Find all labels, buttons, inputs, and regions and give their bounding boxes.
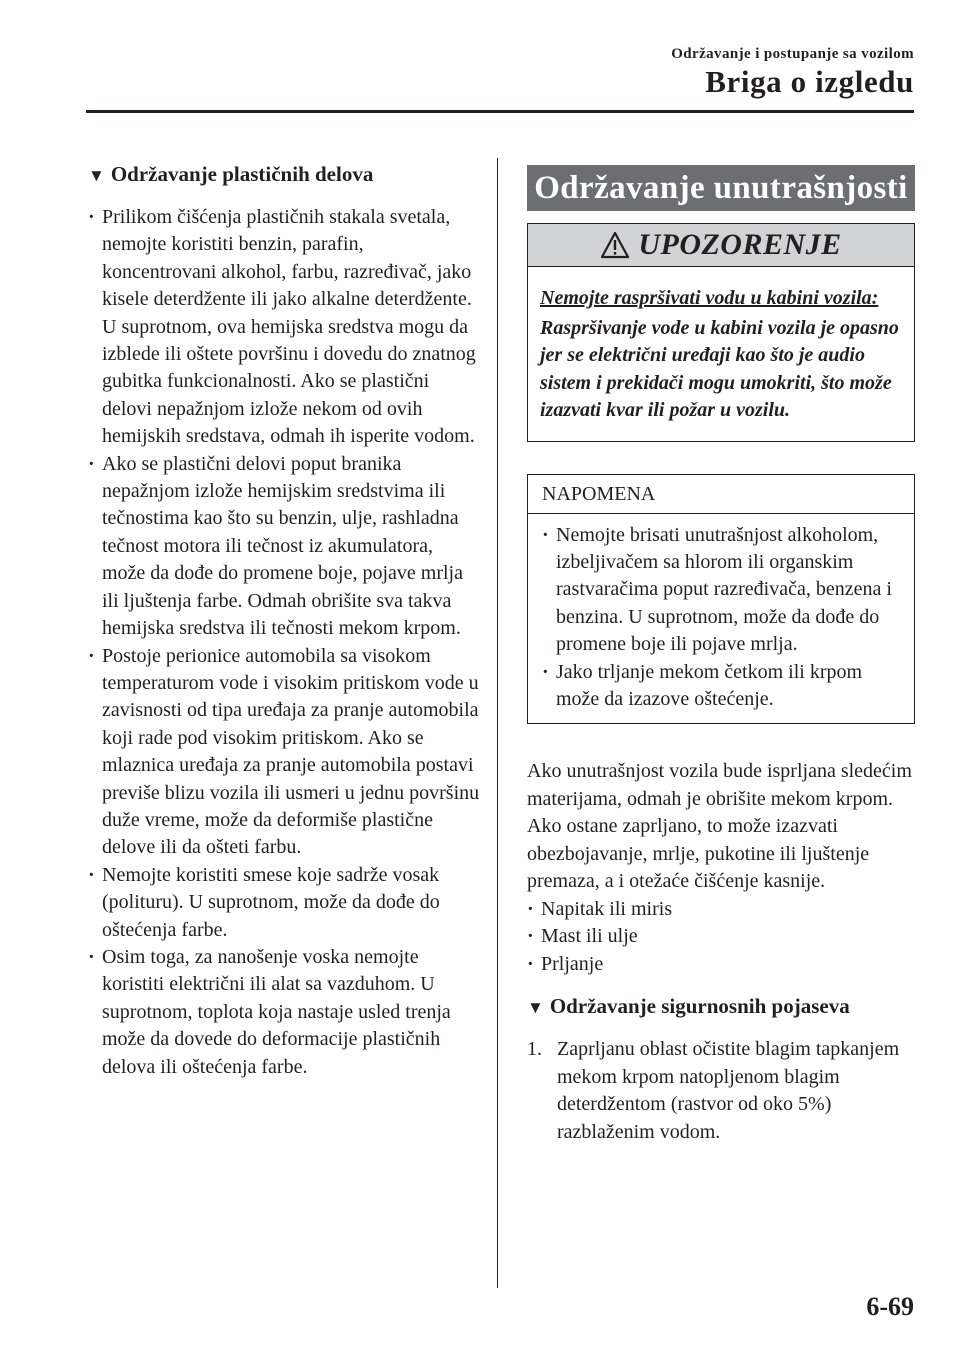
- list-item: · Prilikom čišćenja plastičnih stakala svetala, nemojte koristiti benzin, parafin, koncentrovani alkohol, farbu, razređivač, jako kisele deterdžente ili jako alkalne deterdžente. U suprotnom, ova hemijska sredstva mogu da izblede ili oštete površinu i dovedu do znatnog gubitka funkcionalnosti. Ako se plastični delovi nepažnjom izlože nekom od ovih hemijskih sredstava, odmah ih isperite vodom.: [88, 204, 480, 451]
- list-item: · Osim toga, za nanošenje voska nemojte koristiti električni ili alat sa vazduhom. U suprotnom, toplota koja nastaje usled trenja može da dovede do deformacije plastičnih delova ili oštećenja farbe.: [88, 944, 480, 1081]
- column-divider: [497, 158, 498, 1288]
- right-column: [527, 165, 915, 1146]
- step-item: [527, 1036, 915, 1146]
- plastic-parts-list: [88, 204, 480, 1081]
- section-title-bar: Održavanje unutrašnjosti: [527, 165, 915, 211]
- step-number: 1.: [527, 1038, 542, 1061]
- warning-box: [527, 223, 915, 442]
- list-item: · Postoje perionice automobila sa visokom temperaturom vode i visokim pritiskom vode u zavisnosti od tipa uređaja za pranje automobila koji rade pod visokim pritiskom. Ako se mlaznica uređaja za pranje automobila postavi previše blizu vozila ili usmeri u jednu površinu duže vreme, može da deformiše plastične delove ili da ošteti farbu.: [88, 643, 480, 862]
- page-number: 6-69: [866, 1292, 914, 1321]
- list-item: · Napitak ili miris: [527, 896, 915, 923]
- interior-paragraph-1: Ako unutrašnjost vozila bude isprljana sledećim materijama, odmah je obrišite mekom krpom.: [527, 760, 912, 810]
- interior-paragraph-2: Ako ostane zaprljano, to može izazvati obezbojavanje, mrlje, pukotine ili ljuštenje premaza, a i otežaće čišćenje kasnije.: [527, 815, 870, 893]
- header-rule: [86, 110, 914, 113]
- warning-header: [528, 224, 914, 267]
- list-item: · Ako se plastični delovi poput branika nepažnjom izlože hemijskim sredstvima ili tečnostima kao što su benzin, ulje, rashladna tečnost motora ili tečnost iz akumulatora, može da dođe do promene boje, pojave mrlja ili ljuštenja farbe. Odmah obrišite sva takva hemijska sredstva ili tečnosti mekom krpom.: [88, 451, 480, 643]
- list-item: · Jako trljanje mekom četkom ili krpom može da izazove oštećenje.: [542, 659, 902, 714]
- warning-subtitle: Nemojte raspršivati vodu u kabini vozila:: [540, 287, 879, 309]
- seatbelt-heading: ▼ Održavanje sigurnosnih pojaseva: [527, 994, 850, 1019]
- warning-title: UPOZORENJE: [638, 228, 842, 261]
- list-item: · Prljanje: [527, 951, 915, 978]
- page-title: Briga o izgledu: [705, 64, 914, 99]
- triangle-down-icon: ▼: [88, 166, 105, 185]
- warning-text: Raspršivanje vode u kabini vozila je opasno jer se električni uređaji kao što je audio sistem i prekidači mogu umokriti, što može izazvati kvar ili požar u vozilu.: [540, 316, 899, 421]
- list-item: · Nemojte brisati unutrašnjost alkoholom, izbeljivačem sa hlorom ili organskim rastvaračima poput razređivača, benzena i benzina. U suprotnom, može da dođe do promene boje ili pojave mrlja.: [542, 522, 902, 659]
- left-column: [88, 160, 480, 1081]
- warning-triangle-icon: [600, 231, 630, 259]
- note-title: NAPOMENA: [528, 475, 914, 514]
- triangle-down-icon: ▼: [527, 998, 544, 1018]
- step-text: Zaprljanu oblast očistite blagim tapkanjem mekom krpom natopljenom blagim deterdžentom (rastvor od oko 5%) razblaženim vodom.: [557, 1038, 900, 1143]
- list-item: · Nemojte koristiti smese koje sadrže vosak (polituru). U suprotnom, može da dođe do oštećenja farbe.: [88, 862, 480, 944]
- chapter-subtitle: Održavanje i postupanje sa vozilom: [671, 46, 914, 62]
- note-body: [528, 514, 914, 724]
- note-box: [527, 474, 915, 725]
- list-item: · Mast ili ulje: [527, 923, 915, 950]
- plastic-parts-heading: ▼ Održavanje plastičnih delova: [88, 162, 374, 186]
- stain-list: [527, 896, 915, 978]
- warning-body: [528, 267, 914, 441]
- note-list: [542, 522, 902, 714]
